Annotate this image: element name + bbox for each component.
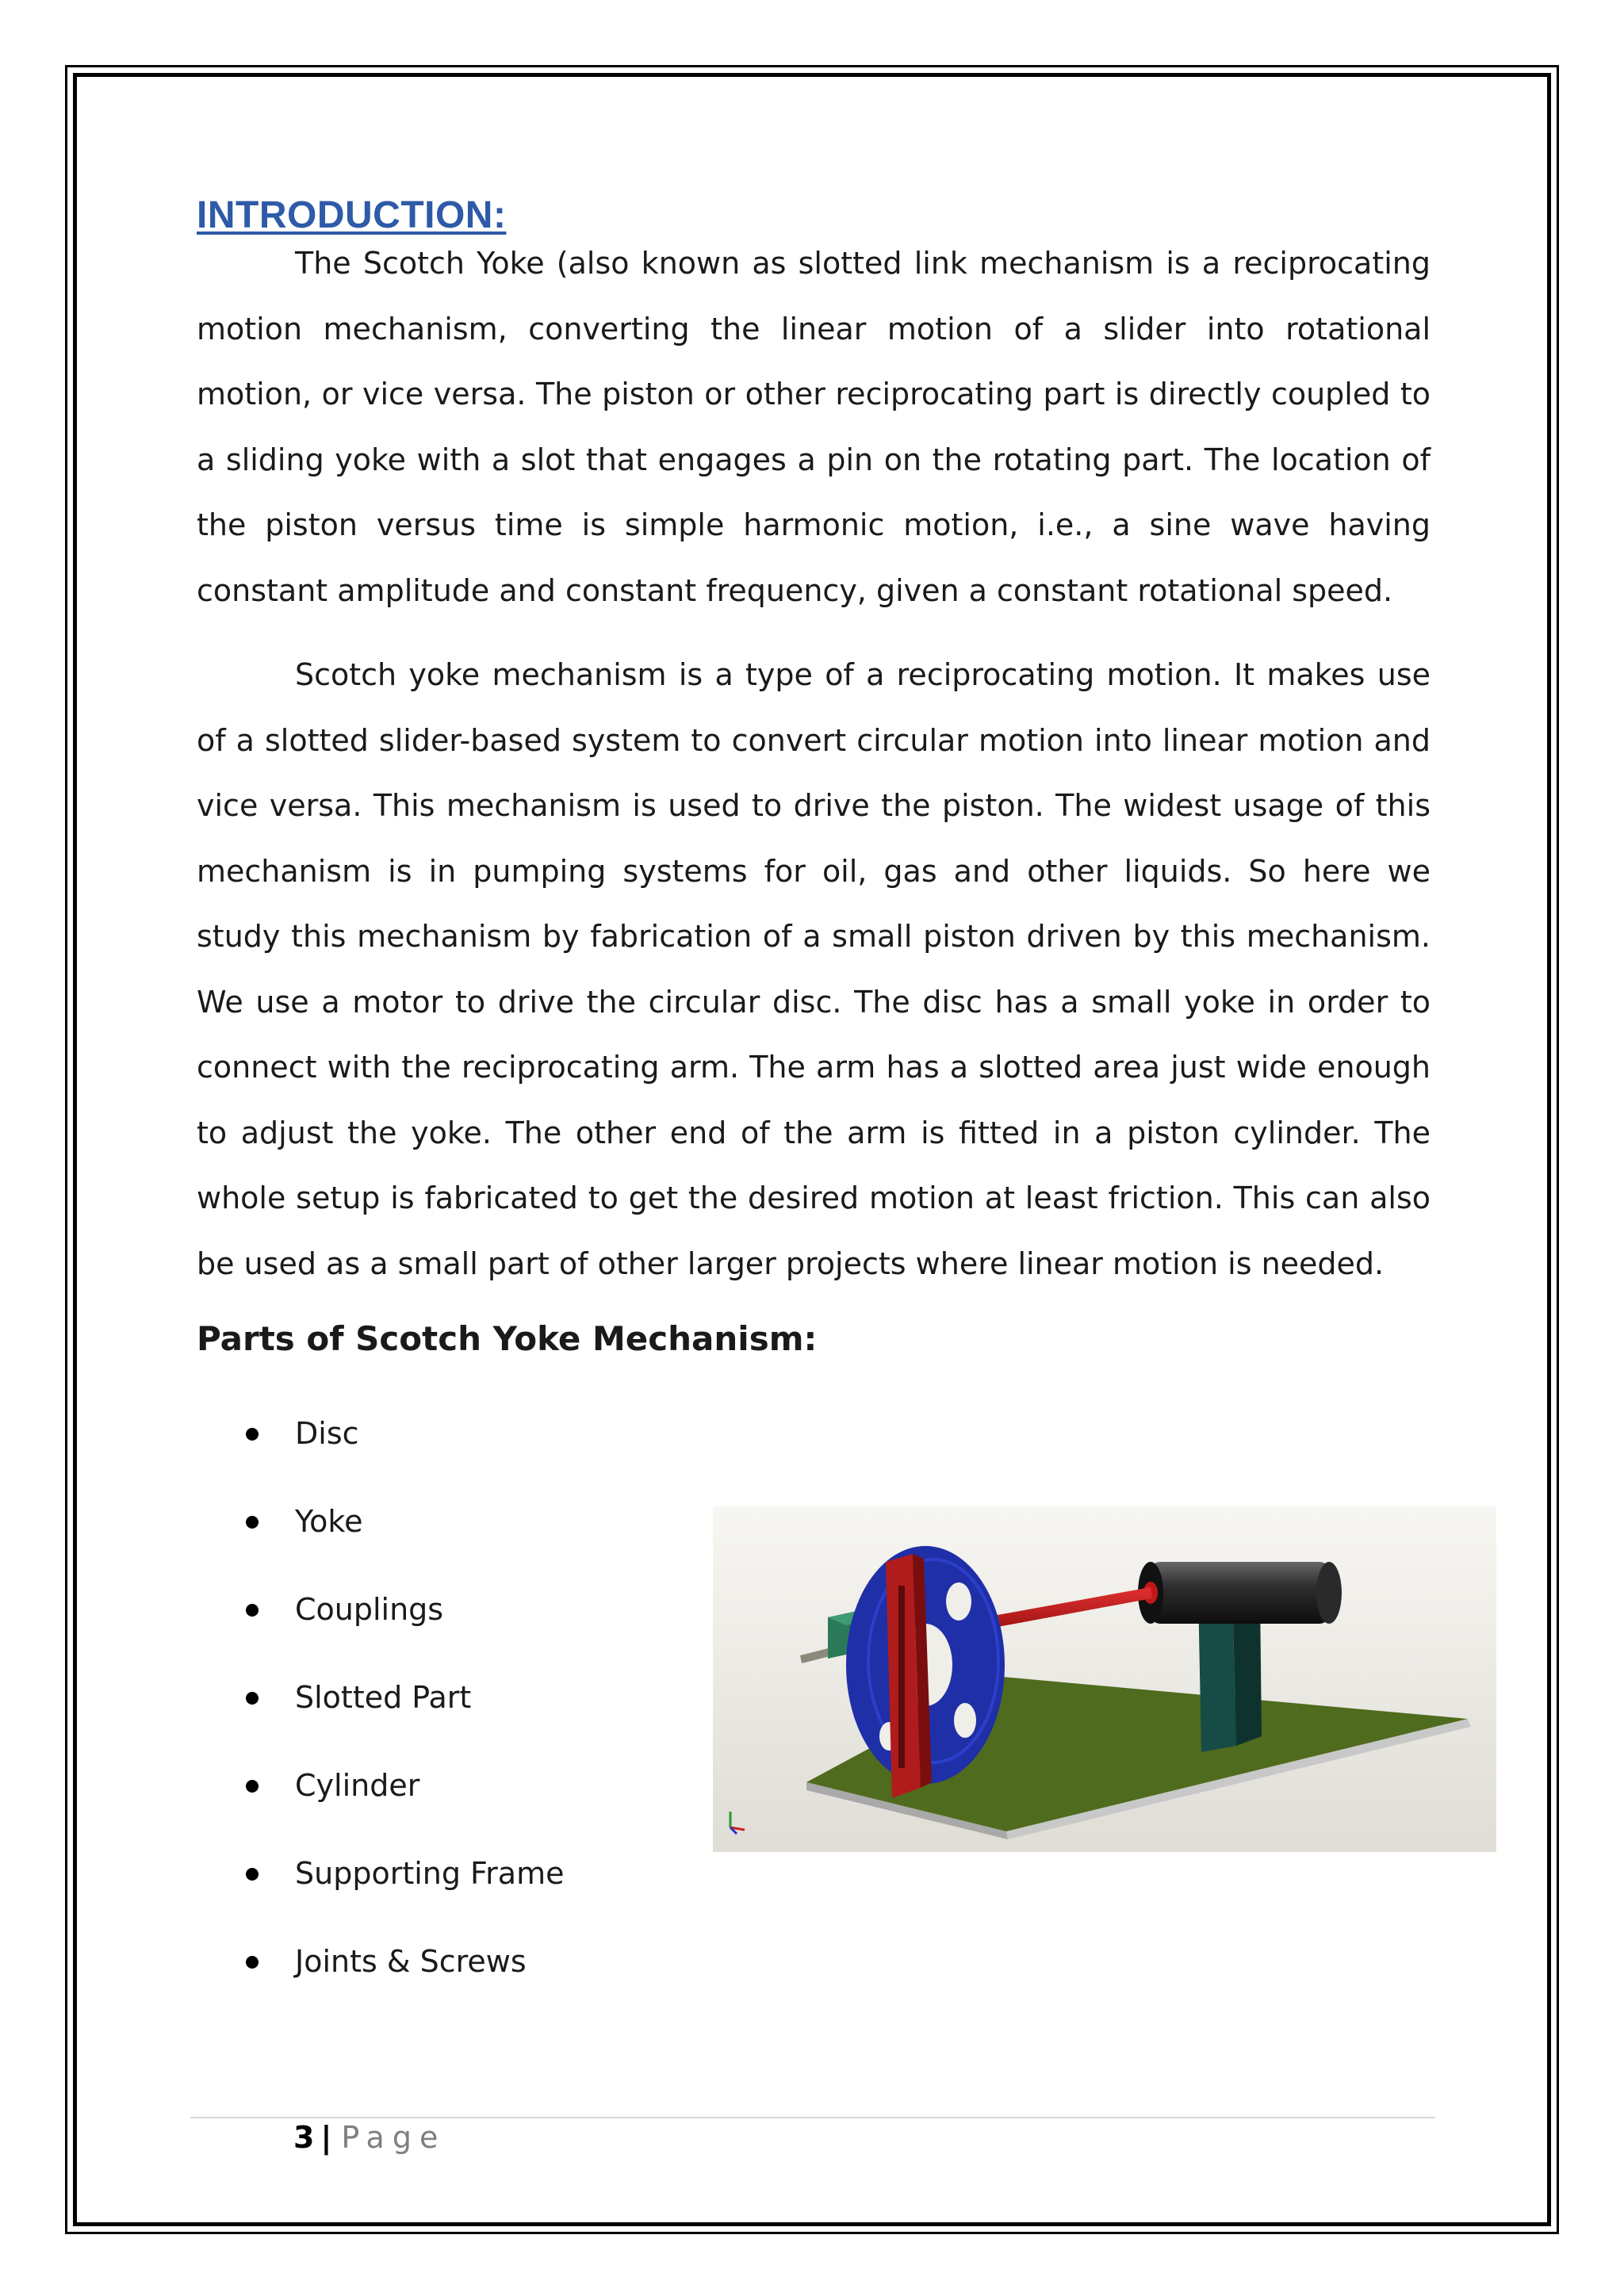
page-label: Page: [341, 2120, 446, 2155]
footer-separator: |: [320, 2120, 332, 2155]
page-number: 3: [293, 2120, 315, 2155]
parts-list: [197, 1410, 564, 2026]
intro-paragraph-1: The Scotch Yoke (also known as slotted link mechanism is a reciprocating motion mechanism, converting the linear motion of a slider into rotational motion, or vice versa. The piston or other reciprocating part is directly coupled to a sliding yoke with a slot that engages a pin on the rotating part. The location of the piston versus time is simple harmonic motion, i.e., a sine wave having constant amplitude and constant frequency, given a constant rotational speed.: [197, 246, 1431, 608]
footer-divider: [190, 2117, 1435, 2118]
list-item: Supporting Frame: [197, 1850, 564, 1938]
list-item: Joints & Screws: [197, 1938, 564, 2026]
parts-subheading: Parts of Scotch Yoke Mechanism:: [197, 1319, 818, 1358]
list-item: Cylinder: [197, 1762, 564, 1850]
list-item: Yoke: [197, 1498, 564, 1586]
list-item: Slotted Part: [197, 1674, 564, 1762]
list-item: Couplings: [197, 1586, 564, 1674]
section-heading: INTRODUCTION:: [197, 194, 507, 236]
list-item: Disc: [197, 1410, 564, 1498]
scotch-yoke-cad-figure: [713, 1506, 1496, 1852]
page-footer: [293, 2120, 446, 2155]
intro-paragraph-2: Scotch yoke mechanism is a type of a reciprocating motion. It makes use of a slotted slider-based system to convert circular motion into linear motion and vice versa. This mechanism is used to drive the piston. The widest usage of this mechanism is in pumping systems for oil, gas and other liquids. So here we study this mechanism by fabrication of a small piston driven by this mechanism. We use a motor to drive the circular disc. The disc has a small yoke in order to connect with the reciprocating arm. The arm has a slotted area just wide enough to adjust the yoke. The other end of the arm is fitted in a piston cylinder. The whole setup is fabricated to get the desired motion at least friction. This can also be used as a small part of other larger projects where linear motion is needed.: [197, 657, 1431, 1281]
